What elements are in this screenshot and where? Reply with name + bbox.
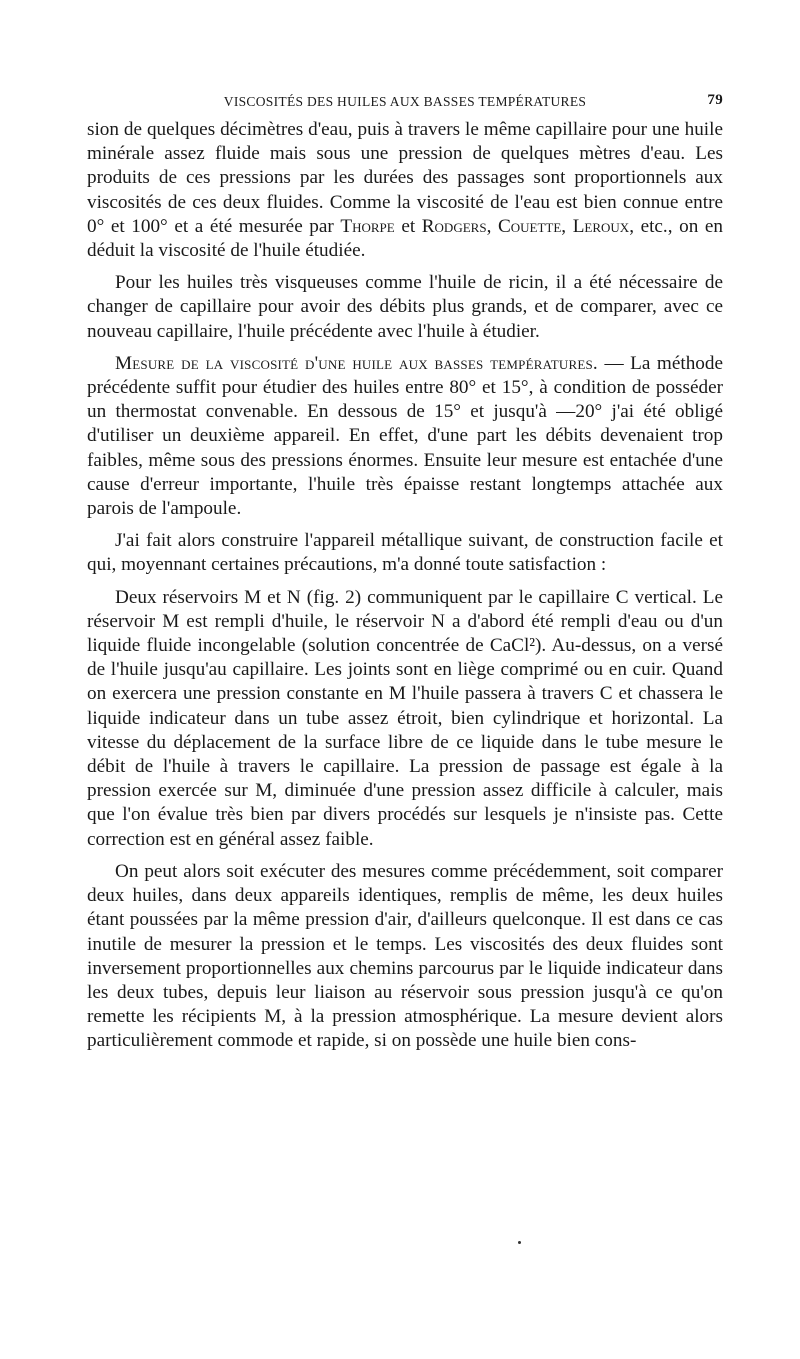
paragraph-6: On peut alors soit exécuter des mesures comme précédemment, soit comparer deux huiles, dans deux appareils identiques, remplis de même, les deux huiles étant poussées par la même pression d'air, d'ailleurs quelconque. Il est dans ce cas inutile de mesurer la pression et le temps. Les viscosités des deux fluides sont inversement proportionnelles aux chemins parcourus par le liquide indicateur dans les deux tubes, depuis leur liaison au réservoir sous pression jusqu'à ce qu'on remette les récipients M, à la pression atmosphérique. La mesure devient alors particulièrement commode et rapide, si on possède une huile bien cons- [87, 860, 723, 1052]
paragraph-3-text: La méthode précédente suffit pour étudier des huiles entre 80° et 15°, à condition de posséder un thermostat convenable. En dessous de 15° et jusqu'à —20° j'ai été obligé d'utiliser un deuxième appareil. En effet, d'une part les débits devenaient trop faibles, même sous des pressions énormes. Ensuite leur mesure est entachée d'une cause d'erreur importante, l'huile très épaisse restant longtemps attachée aux parois de l'ampoule. [87, 352, 723, 520]
running-head [87, 90, 723, 118]
paragraph-1-part-b: et [394, 215, 422, 237]
paragraph-4: J'ai fait alors construire l'appareil métallique suivant, de construction facile et qui, moyennant certaines précautions, m'a donné toute satisfaction : [87, 530, 723, 576]
paragraph-1-part-e: , etc., on en déduit la viscosité de l'huile étudiée. [87, 215, 723, 262]
book-page [87, 90, 723, 1062]
page-number: 79 [707, 92, 723, 108]
paragraph-1-part-c: , [486, 215, 498, 237]
paragraph-1-part-d: , [561, 215, 573, 237]
paragraph-2: Pour les huiles très visqueuses comme l'huile de ricin, il a été nécessaire de changer de capillaire pour avoir des débits plus grands, et de comparer, avec ce nouveau capillaire, l'huile précédente avec l'huile à étudier. [87, 272, 723, 342]
paragraph-1-part-a: sion de quelques décimètres d'eau, puis à travers le même capillaire pour une huile minérale assez fluide mais sous une pression de quelques mètres d'eau. Les produits de ces pressions par les durées des passages sont proportionnels aux viscosités de ces deux fluides. Comme la viscosité de l'eau est bien connue entre 0° et 100° et a été mesurée par [87, 119, 723, 237]
section-heading-dash: — [597, 352, 631, 374]
paragraph-5: Deux réservoirs M et N (fig. 2) communiquent par le capillaire C vertical. Le réservoir M est rempli d'huile, le réservoir N a d'abord été rempli d'eau ou d'un liquide fluide incongelable (solution concentrée de CaCl²). Au-dessus, on a versé de l'huile jusqu'au capillaire. Les joints sont en liège comprimé ou en cuir. Quand on exercera une pression constante en M l'huile passera à travers C et chassera le liquide indicateur dans un tube assez étroit, bien cylindrique et horizontal. La vitesse du déplacement de la surface libre de ce liquide dans le tube mesure le débit de l'huile à travers le capillaire. La pression de passage est égale à la pression exercée sur M, diminuée d'une pression assez difficile à calculer, mais que l'on évalue très bien par divers procédés sur lesquels je n'insiste pas. Cette correction est en général assez faible. [87, 586, 723, 850]
author-name-rodgers: Rodgers [421, 215, 487, 237]
author-name-leroux: Leroux [572, 215, 630, 237]
body-text [87, 118, 723, 1054]
paragraph-3 [87, 352, 723, 521]
running-title: VISCOSITÉS DES HUILES AUX BASSES TEMPÉRATURES [223, 94, 587, 109]
print-speck [518, 1241, 521, 1244]
author-name-thorpe: Thorpe [340, 215, 395, 237]
paragraph-1 [87, 118, 723, 263]
author-name-couette: Couette [497, 215, 562, 237]
section-heading: Mesure de la viscosité d'une huile aux basses températures. [115, 352, 598, 374]
